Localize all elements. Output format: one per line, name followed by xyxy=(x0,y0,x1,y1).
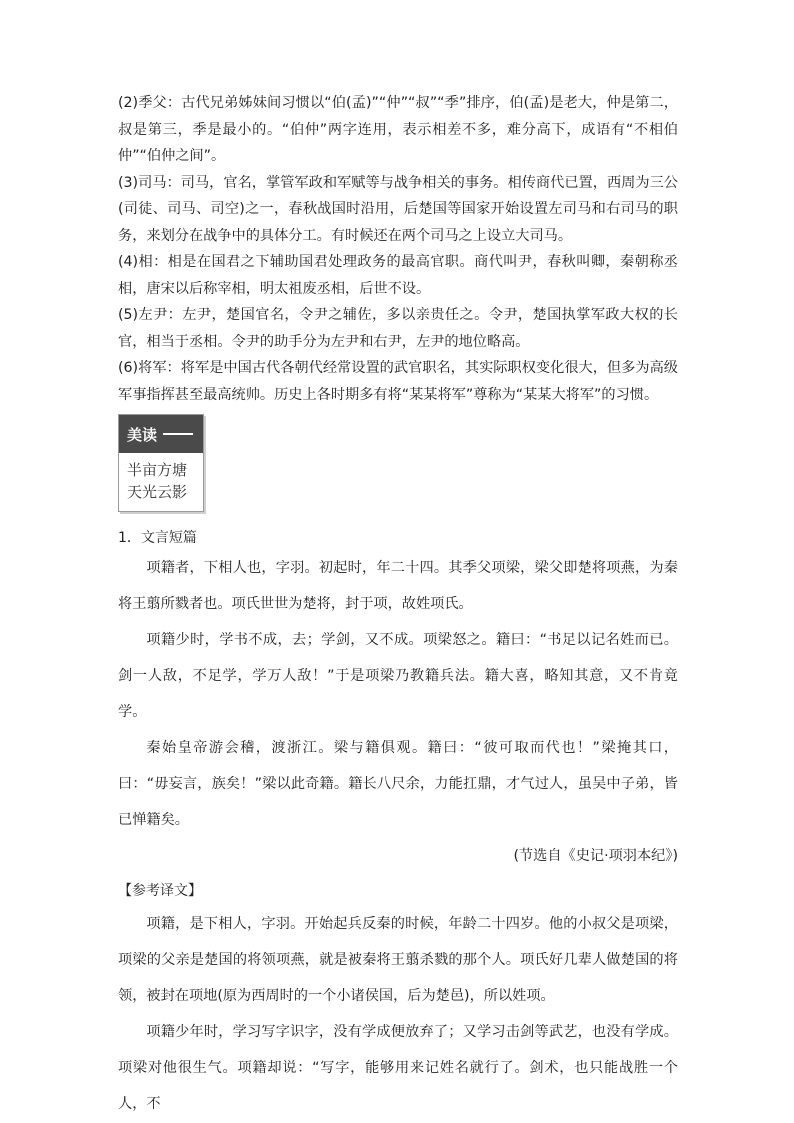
document-page xyxy=(118,90,678,1122)
classical-paragraph-2: 项籍少时，学书不成，去；学剑，又不成。项梁怒之。籍曰：“书足以记名姓而已。剑一人敌，不足学，学万人敌！”于是项梁乃教籍兵法。籍大喜，略知其意，又不肯竟学。 xyxy=(118,632,678,720)
tag-dash-decoration xyxy=(163,433,193,435)
meidu-tag-body xyxy=(119,453,203,511)
meidu-tag-label: 美读 xyxy=(127,425,158,444)
note-3: (3)司马：司马，官名，掌管军政和军赋等与战争相关的事务。相传商代已置，西周为三公(司徒、司马、司空)之一，春秋战国时沿用，后楚国等国家开始设置左司马和右司马的职务，来划分在战争中的具体分工。有时候还在两个司马之上设立大司马。 xyxy=(118,174,678,244)
reference-translation-title: 【参考译文】 xyxy=(118,883,202,899)
note-4: (4)相：相是在国君之下辅助国君处理政务的最高官职。商代叫尹，春秋叫卿，秦朝称丞相，唐宋以后称宰相，明太祖废丞相，后世不设。 xyxy=(118,254,678,297)
source-citation: (节选自《史记·项羽本纪》) xyxy=(513,848,678,864)
meidu-tag-box xyxy=(118,414,204,512)
tag-line-2: 天光云影 xyxy=(127,483,188,501)
translation-paragraph-2: 项籍少年时，学习写字识字，没有学成便放弃了；又学习击剑等武艺，也没有学成。项梁对他很生气。项籍却说：“写字，能够用来记姓名就行了。剑术，也只能战胜一个人，不 xyxy=(118,1024,678,1112)
notes-section xyxy=(118,90,678,408)
tag-line-1: 半亩方塘 xyxy=(127,461,188,479)
note-2: (2)季父：古代兄弟姊妹间习惯以“伯(孟)”“仲”“叔”“季”排序，伯(孟)是老大，仲是第二，叔是第三，季是最小的。“伯仲”两字连用，表示相差不多，难分高下，成语有“不相伯仲”“伯仲之间”。 xyxy=(118,95,678,164)
classical-paragraph-1: 项籍者，下相人也，字羽。初起时，年二十四。其季父项梁，梁父即楚将项燕，为秦将王翦所戮者也。项氏世世为楚将，封于项，故姓项氏。 xyxy=(118,560,678,612)
reference-translation xyxy=(118,906,678,1122)
meidu-tag-header xyxy=(119,415,203,453)
classical-paragraph-3: 秦始皇帝游会稽，渡浙江。梁与籍俱观。籍曰：“彼可取而代也！”梁掩其口，曰：“毋妄言，族矣！”梁以此奇籍。籍长八尺余，力能扛鼎，才气过人，虽吴中子弟，皆已惮籍矣。 xyxy=(118,740,678,828)
translation-paragraph-1: 项籍，是下相人，字羽。开始起兵反秦的时候，年龄二十四岁。他的小叔父是项梁，项梁的父亲是楚国的将领项燕，就是被秦将王翦杀戮的那个人。项氏好几辈人做楚国的将领，被封在项地(原为西周时的一个小诸侯国，后为楚邑)，所以姓项。 xyxy=(118,916,678,1004)
note-6: (6)将军：将军是中国古代各朝代经常设置的武官职名，其实际职权变化很大，但多为高级军事指挥甚至最高统帅。历史上各时期多有将“某某将军”尊称为“某某大将军”的习惯。 xyxy=(118,360,678,403)
note-5: (5)左尹：左尹，楚国官名，令尹之辅佐，多以亲贵任之。令尹，楚国执掌军政大权的长官，相当于丞相。令尹的助手分为左尹和右尹，左尹的地位略高。 xyxy=(118,307,678,350)
section-title: 1．文言短篇 xyxy=(118,530,197,546)
classical-text xyxy=(118,550,678,838)
